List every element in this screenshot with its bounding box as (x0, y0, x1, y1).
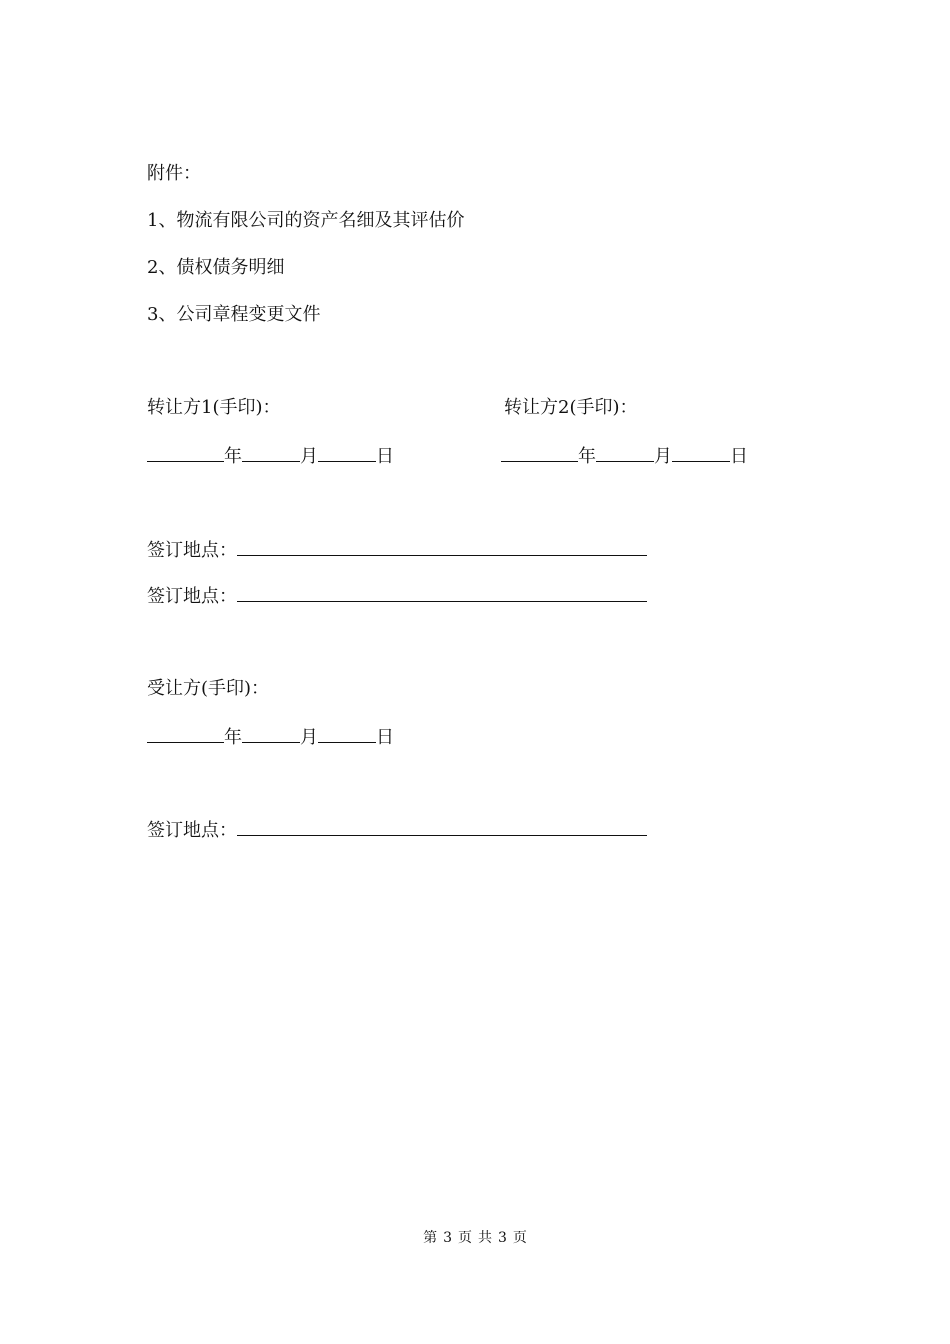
attachment-item-2: 2、债权债务明细 (147, 257, 285, 278)
footer-total-pages: 3 (498, 1230, 507, 1246)
transferor-2-date (501, 443, 748, 469)
transferee-label: 受让方(手印)： (147, 678, 270, 699)
year-label: 年 (224, 727, 242, 748)
signing-place-3 (147, 817, 647, 843)
month-blank (242, 724, 300, 743)
signing-place-2 (147, 583, 647, 609)
footer-suffix: 页 (512, 1230, 527, 1246)
signing-place-blank (237, 583, 647, 602)
day-blank (672, 443, 730, 462)
signing-place-label: 签订地点： (147, 820, 237, 841)
month-blank (596, 443, 654, 462)
signing-place-blank (237, 537, 647, 556)
attachments-heading: 附件： (147, 163, 201, 184)
signing-place-blank (237, 817, 647, 836)
attachment-item-3: 3、公司章程变更文件 (147, 304, 321, 325)
year-label: 年 (224, 446, 242, 467)
signing-place-label: 签订地点： (147, 586, 237, 607)
footer-page-word: 页 (458, 1230, 472, 1246)
month-blank (242, 443, 300, 462)
page-footer (0, 1228, 950, 1248)
footer-total-word: 共 (478, 1230, 492, 1246)
month-label: 月 (654, 446, 672, 467)
day-label: 日 (730, 446, 748, 467)
signing-place-1 (147, 537, 647, 563)
transferee-date (147, 724, 394, 750)
transferor-2-label: 转让方2(手印)： (504, 397, 638, 418)
day-blank (318, 724, 376, 743)
footer-current-page: 3 (443, 1230, 452, 1246)
month-label: 月 (300, 727, 318, 748)
day-blank (318, 443, 376, 462)
year-blank (501, 443, 578, 462)
attachment-item-1: 1、物流有限公司的资产名细及其评估价 (147, 210, 465, 231)
day-label: 日 (376, 446, 394, 467)
year-blank (147, 724, 224, 743)
footer-prefix: 第 (423, 1230, 438, 1246)
transferor-1-label: 转让方1(手印)： (147, 397, 281, 418)
transferor-1-date (147, 443, 394, 469)
day-label: 日 (376, 727, 394, 748)
year-label: 年 (578, 446, 596, 467)
signing-place-label: 签订地点： (147, 540, 237, 561)
year-blank (147, 443, 224, 462)
month-label: 月 (300, 446, 318, 467)
